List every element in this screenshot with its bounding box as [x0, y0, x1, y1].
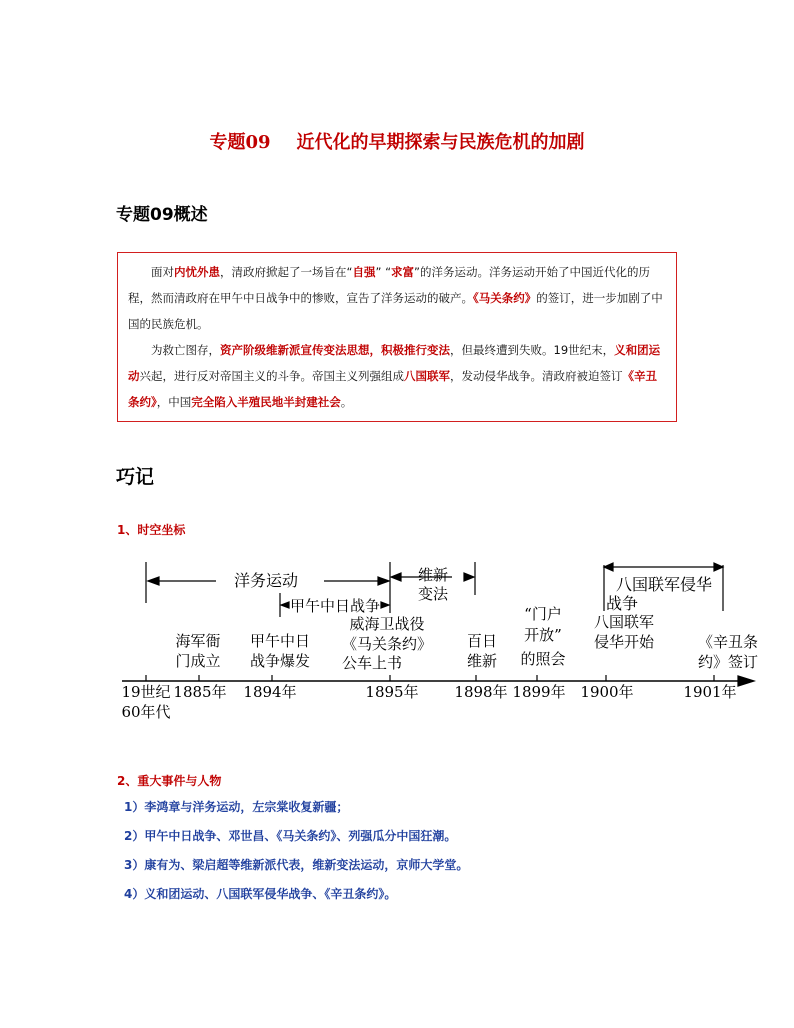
body-text: 面对	[151, 265, 174, 279]
event-label: 门成立	[175, 652, 221, 670]
highlight-text: 《马关条约》	[473, 291, 537, 305]
period-label-weixin-2: 变法	[417, 585, 449, 603]
topic-number: 专题09	[209, 132, 271, 153]
arrow-head	[381, 602, 389, 608]
overview-box	[117, 252, 677, 422]
axis-ticks	[146, 675, 714, 681]
event-label: 百日	[466, 632, 498, 650]
events-heading: 2、重大事件与人物	[117, 774, 222, 788]
year-label: 19世纪	[121, 683, 171, 701]
event-label: 侵华开始	[593, 633, 655, 651]
period-label-baguo-2: 战争	[605, 594, 639, 613]
overview-paragraph-1	[128, 259, 666, 337]
timeline-heading: 1、时空坐标	[117, 523, 186, 537]
year-label: 60年代	[121, 703, 171, 721]
period-label-weixin-1: 维新	[417, 566, 449, 584]
highlight-text: 资产阶级维新派宣传变法思想，积极推行变法	[220, 343, 450, 357]
highlight-text: 自强	[352, 265, 376, 279]
body-text: ，发动侵华战争。清政府被迫签订	[450, 369, 623, 383]
year-label: 1901年	[683, 683, 737, 701]
page-title	[0, 128, 794, 154]
highlight-text: 《辛丑条约》	[128, 369, 657, 409]
event-label: 开放”	[524, 626, 562, 644]
event-label: 八国联军	[593, 613, 655, 631]
event-label: 甲午中日	[249, 632, 311, 650]
overview-paragraph-2	[128, 337, 666, 415]
key-events-list	[124, 798, 468, 914]
body-text: ，中国	[156, 395, 192, 409]
list-item: 3）康有为、梁启超等维新派代表，维新变法运动，京师大学堂。	[124, 858, 469, 872]
year-label: 1899年	[512, 683, 566, 701]
year-label: 1885年	[173, 683, 227, 701]
event-label: 威海卫战役	[349, 615, 425, 633]
body-text: 的签订，进一步加剧了中国的民族危机。	[128, 291, 663, 331]
arrow-head	[391, 573, 401, 581]
year-label: 1900年	[580, 683, 634, 701]
body-text: 为救亡图存，	[151, 343, 220, 357]
body-text: ，清政府掀起了一场旨在“	[220, 265, 353, 279]
highlight-text: 八国联军	[404, 369, 450, 383]
list-item: 4）义和团运动、八国联军侵华战争、《辛丑条约》。	[124, 887, 397, 901]
event-label: 《辛丑条	[697, 633, 759, 651]
body-text: ” “	[375, 265, 392, 279]
highlight-text: 义和团运动	[128, 343, 661, 383]
highlight-text: 完全陷入半殖民地半封建社会	[191, 395, 341, 409]
timeline-diagram	[112, 555, 762, 730]
period-label-yangwu: 洋务运动	[233, 571, 299, 590]
list-item: 1）李鸿章与洋务运动，左宗棠收复新疆；	[124, 800, 349, 814]
event-label: 海军衙	[175, 632, 221, 650]
period-label-baguo-1: 八国联军侵华	[615, 575, 713, 594]
event-label: 的照会	[520, 650, 566, 668]
arrow-head	[148, 577, 159, 585]
arrow-head	[604, 563, 613, 571]
body-text: ”的洋务运动。洋务运动开始了中国近代化的历程，然而清政府在甲午中日战争中的惨败，宣告了洋务运动的破产。	[128, 265, 651, 305]
memory-heading: 巧记	[116, 466, 155, 488]
topic-title: 近代化的早期探索与民族危机的加剧	[296, 132, 585, 153]
event-label: 《马关条约》	[341, 635, 433, 653]
highlight-text: 求富	[391, 265, 415, 279]
overview-heading: 专题09概述	[116, 205, 208, 225]
axis-arrow-icon	[738, 676, 754, 686]
body-text: 。	[340, 395, 353, 409]
highlight-text: 内忧外患	[174, 265, 220, 279]
event-label: 公车上书	[341, 654, 403, 672]
year-label: 1894年	[243, 683, 297, 701]
event-label: 战争爆发	[249, 652, 311, 670]
event-label: 维新	[466, 652, 498, 670]
arrow-head	[464, 573, 474, 581]
event-label: 约》签订	[697, 653, 759, 671]
arrow-head	[281, 602, 289, 608]
list-item: 2）甲午中日战争、邓世昌、《马关条约》、列强瓜分中国狂潮。	[124, 829, 457, 843]
period-label-jiawu: 甲午中日战争	[289, 597, 381, 615]
year-label: 1898年	[454, 683, 508, 701]
arrow-head	[378, 577, 389, 585]
event-label: “门户	[524, 605, 562, 623]
body-text: 兴起，进行反对帝国主义的斗争。帝国主义列强组成	[139, 369, 404, 383]
arrow-head	[714, 563, 723, 571]
body-text: ，但最终遭到失败。19世纪末，	[450, 343, 615, 357]
year-label: 1895年	[365, 683, 419, 701]
